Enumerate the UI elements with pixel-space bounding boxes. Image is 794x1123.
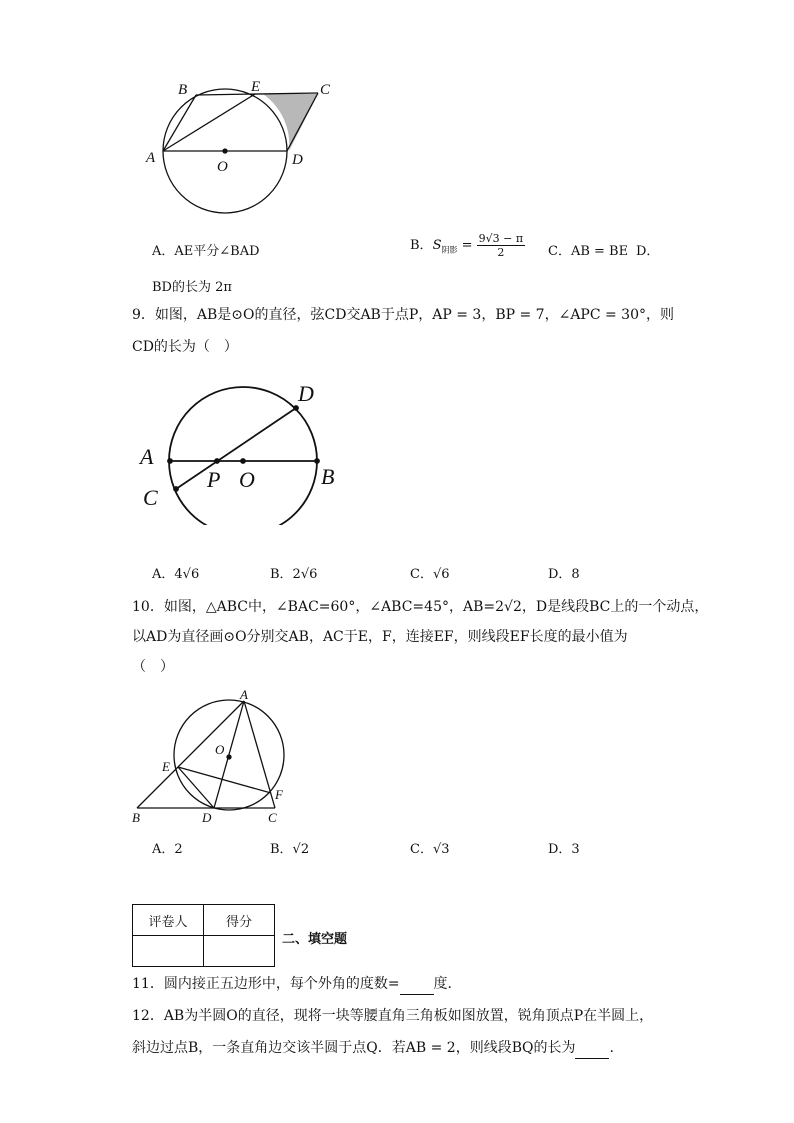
q9-option-d: D．8 <box>548 567 580 582</box>
label-c: C <box>320 82 331 98</box>
label-a: A <box>140 444 154 469</box>
point-d <box>294 406 298 410</box>
label-o: O <box>239 467 255 492</box>
label-d: D <box>298 381 314 406</box>
segment-ba <box>137 701 244 808</box>
q12-blank[interactable] <box>575 1038 609 1059</box>
label-d: D <box>292 152 303 168</box>
segment-ed <box>178 767 214 808</box>
q9-option-c: C．√6 <box>410 567 450 582</box>
score-table <box>132 904 275 967</box>
q10-option-d: D．3 <box>548 842 580 857</box>
point-b <box>315 459 319 463</box>
q8-option-c: C．AB = BE <box>548 244 629 259</box>
segment-ac <box>244 701 275 808</box>
q12-text-line2-before: 斜边过点B，一条直角边交该半圆于点Q．若AB = 2，则线段BQ的长为 <box>132 1040 576 1056</box>
score-table-score-header: 得分 <box>204 905 275 936</box>
score-table-reviewer-cell <box>133 936 204 967</box>
q10-option-b: B．√2 <box>270 842 310 857</box>
q10-text-line3: （ ） <box>132 659 174 675</box>
q12-text-line2 <box>132 1038 614 1059</box>
score-table-score-cell <box>204 936 275 967</box>
center-dot <box>223 149 227 153</box>
q9-figure <box>130 375 360 525</box>
label-o: O <box>215 742 225 757</box>
label-b: B <box>321 464 335 489</box>
q12-text-line2-after: . <box>609 1040 614 1056</box>
label-b: B <box>178 82 188 98</box>
q9-text-line1: 9．如图，AB是⊙O的直径，弦CD交AB于点P，AP = 3，BP = 7，∠APC = 30°，则 <box>132 307 674 323</box>
q8-option-b-s: S <box>432 238 442 253</box>
label-f: F <box>275 787 283 802</box>
q8-option-b-prefix: B． <box>410 238 433 253</box>
q10-text-line1: 10．如图，△ABC中，∠BAC=60°，∠ABC=45°，AB=2√2，D是线段BC上的一个动点， <box>132 599 709 615</box>
q8-option-b-denominator: 2 <box>497 246 505 259</box>
label-b: B <box>132 810 140 825</box>
q9-text-line2: CD的长为（ ） <box>132 339 238 355</box>
label-e: E <box>162 759 170 774</box>
label-d: D <box>202 810 212 825</box>
q11-blank[interactable] <box>400 974 434 995</box>
label-o: O <box>217 159 228 175</box>
chord-cd <box>176 408 296 489</box>
q11-text <box>132 974 452 995</box>
point-a <box>168 459 172 463</box>
label-a: A <box>240 687 248 702</box>
q8-option-b-eq: = <box>457 238 477 253</box>
q11-text-before: 11．圆内接正五边形中，每个外角的度数= <box>132 976 400 992</box>
point-o <box>241 459 245 463</box>
q9-option-b: B．2√6 <box>270 567 318 582</box>
q10-option-a: A．2 <box>152 842 183 857</box>
q12-text-line1: 12．AB为半圆O的直径，现将一块等腰直角三角板如图放置，锐角顶点P在半圆上， <box>132 1008 654 1024</box>
center-dot <box>227 755 231 759</box>
label-c: C <box>268 810 277 825</box>
q8-option-b-sub: 阴影 <box>441 245 458 255</box>
q8-option-b <box>410 232 525 259</box>
label-c: C <box>143 485 158 510</box>
q11-text-after: 度. <box>433 976 452 992</box>
q10-figure <box>128 685 298 825</box>
label-p: P <box>207 467 221 492</box>
shaded-region <box>263 94 318 151</box>
segment-ae <box>163 94 255 151</box>
score-table-reviewer-header: 评卷人 <box>133 905 204 936</box>
point-c <box>174 487 178 491</box>
q8-option-b-numerator: 9√3 − π <box>478 232 524 245</box>
q8-option-d: D． <box>636 244 660 259</box>
q8-option-b-fraction <box>477 232 525 259</box>
label-e: E <box>251 79 261 95</box>
segment-ab <box>163 95 196 151</box>
label-a: A <box>146 150 156 166</box>
q10-text-line2: 以AD为直径画⊙O分别交AB，AC于E，F，连接EF，则线段EF长度的最小值为 <box>132 629 628 645</box>
q9-option-a: A．4√6 <box>152 567 200 582</box>
q10-option-c: C．√3 <box>410 842 450 857</box>
q8-figure <box>140 75 340 225</box>
point-p <box>215 459 219 463</box>
section-title: 二、填空题 <box>282 932 348 947</box>
q8-option-d-continued: BD的长为 2π <box>152 280 232 295</box>
q8-option-a: A．AE平分∠BAD <box>152 244 260 259</box>
